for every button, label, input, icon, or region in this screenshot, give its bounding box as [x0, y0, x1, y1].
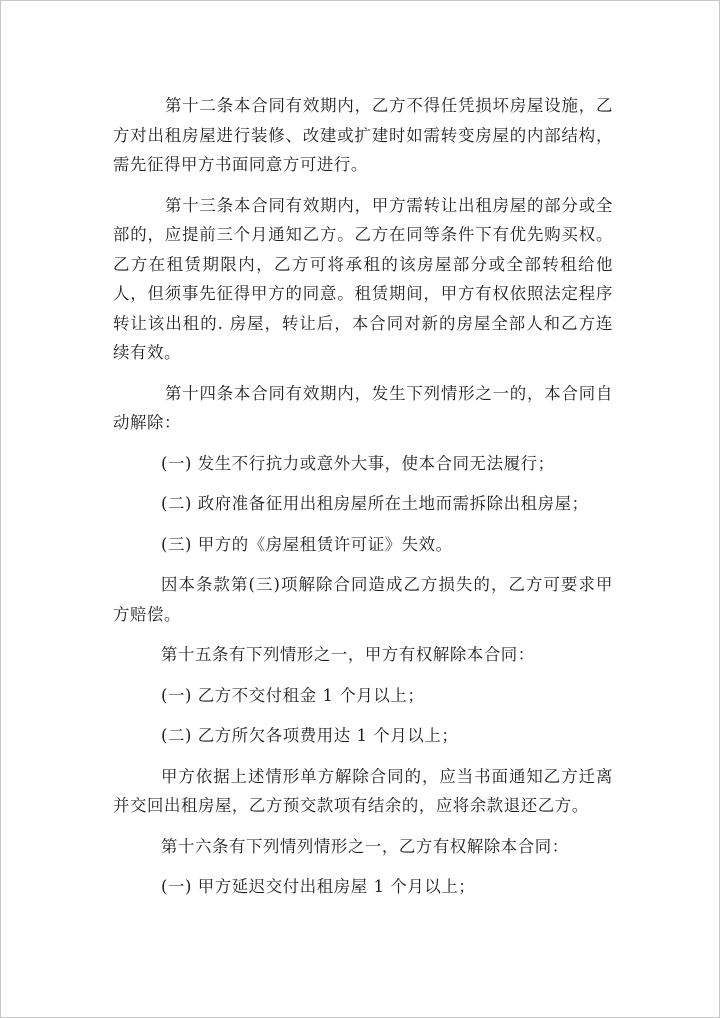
clause-14-item-2: (二) 政府准备征用出租房屋所在土地而需拆除出租房屋；: [161, 494, 589, 513]
clause-14-paragraph: 第十四条本合同有效期内，发生下列情形之一的，本合同自动解除：: [113, 383, 613, 432]
document-body: [113, 91, 613, 913]
clause-15-termination-paragraph: 甲方依据上述情形单方解除合同的，应当书面通知乙方迁离并交回出租房屋，乙方预交款项有结余的，应将余款退还乙方。: [113, 766, 613, 815]
clause-14-item-3: (三) 甲方的《房屋租赁许可证》失效。: [161, 534, 453, 554]
clause-14-compensation-paragraph: 因本条款第(三)项解除合同造成乙方损失的，乙方可要求甲方赔偿。: [113, 575, 613, 624]
clause-16-paragraph: 第十六条有下列情列情形之一，乙方有权解除本合同：: [161, 836, 569, 856]
clause-12-paragraph: 第十二条本合同有效期内，乙方不得任凭损坏房屋设施，乙方对出租房屋进行装修、改建或扩建时如需转变房屋的内部结构，需先征得甲方书面同意方可进行。: [113, 96, 613, 174]
clause-14-item-1: (一) 发生不行抗力或意外大事，使本合同无法履行；: [161, 453, 555, 473]
clause-15-item-2: (二) 乙方所欠各项费用达 1 个月以上；: [161, 726, 459, 745]
clause-13-paragraph: 第十三条本合同有效期内，甲方需转让出租房屋的部分或全部的，应提前三个月通知乙方。乙方在同等条件下有优先购买权。乙方在租赁期限内，乙方可将承租的该房屋部分或全部转租给他人，但须事先征得甲方的同意。租赁期间，甲方有权依照法定程序转让该出租的. 房屋，转让后，本合同对新的房屋全部人和乙方连续有效。: [113, 195, 613, 362]
clause-16-item-1: (一) 甲方延迟交付出租房屋 1 个月以上；: [161, 877, 476, 896]
clause-15-paragraph: 第十五条有下列情形之一，甲方有权解除本合同：: [161, 645, 535, 664]
clause-15-item-1: (一) 乙方不交付租金 1 个月以上；: [161, 685, 425, 705]
